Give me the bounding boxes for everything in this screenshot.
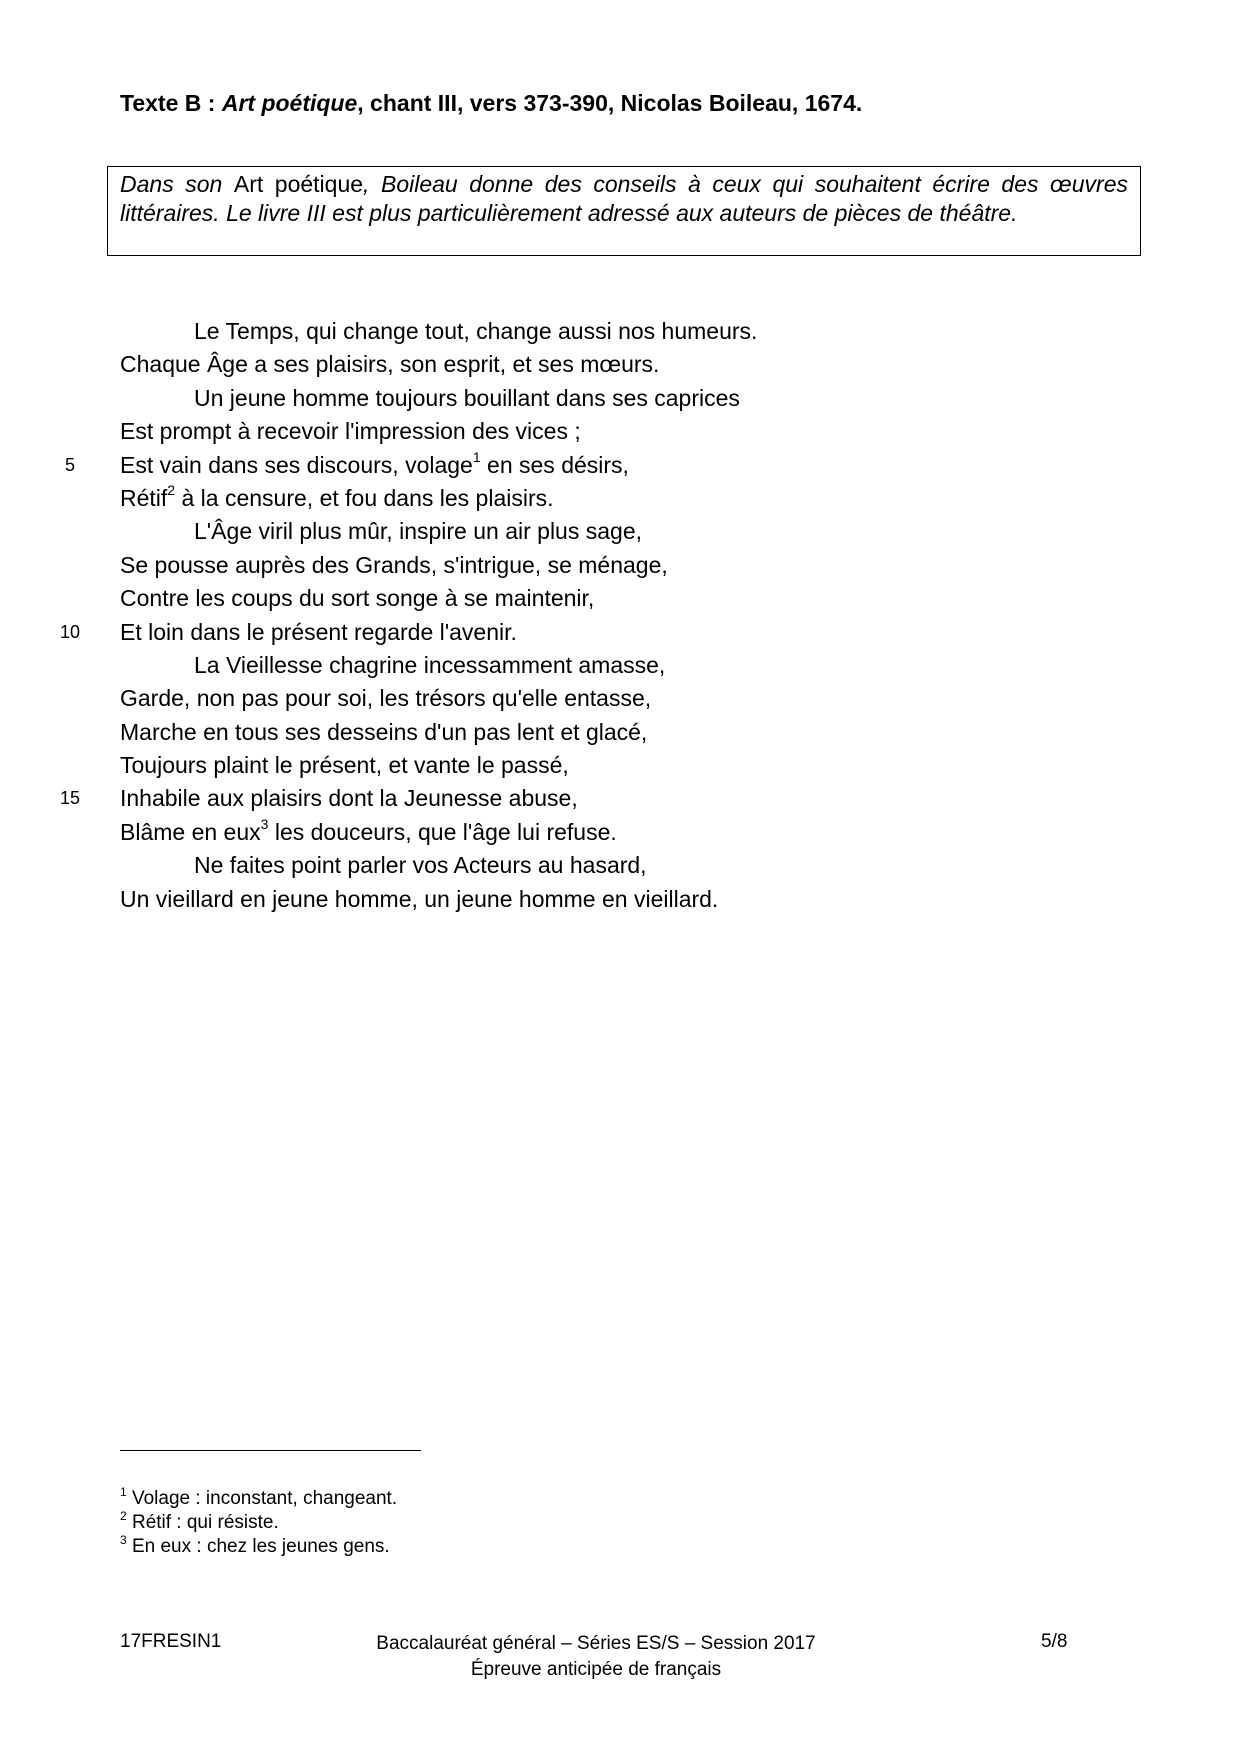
line-number: 10 [59,621,81,642]
poem [0,315,1240,916]
poem-line-text: La Vieillesse chagrine incessamment amasse, [194,651,666,678]
poem-line [0,616,1240,649]
poem-line [0,716,1240,749]
poem-line-text: Garde, non pas pour soi, les trésors qu'elle entasse, [120,685,652,712]
poem-line [0,682,1240,715]
poem-line-text: Rétif$^2$ à la censure, et fou dans les plaisirs. [120,482,554,511]
exam-title [340,1631,852,1683]
footnotes [120,1484,398,1559]
footnote-ref: 1 [472,448,481,465]
poem-line [0,449,1240,482]
footnote-ref: 2 [167,482,176,499]
page-number: 5/8 [1041,1631,1068,1652]
intro-work-title: Art poétique [233,171,364,197]
poem-line [0,849,1240,882]
poem-line [0,348,1240,381]
heading-details: , chant III, vers 373-390, Nicolas Boileau, 1674. [357,90,863,116]
footnote-separator [120,1450,421,1451]
line-number: 5 [64,454,75,475]
poem-line [0,749,1240,782]
poem-line-text: Est vain dans ses discours, volage$^1$ en ses désirs, [120,448,629,478]
poem-line [0,582,1240,615]
poem-line [0,782,1240,815]
exam-code: 17FRESIN1 [120,1631,222,1652]
poem-line [0,649,1240,682]
poem-line-text: Chaque Âge a ses plaisirs, son esprit, et ses mœurs. [120,351,660,378]
heading-prefix: Texte B : [120,90,222,116]
poem-line-text: Inhabile aux plaisirs dont la Jeunesse abuse, [120,785,578,812]
poem-line-text: Contre les coups du sort songe à se maintenir, [120,585,595,612]
poem-line-text: Ne faites point parler vos Acteurs au hasard, [194,852,647,879]
poem-line [0,482,1240,515]
footnote-ref: 3 [260,816,269,833]
poem-line-text: Un jeune homme toujours bouillant dans ses caprices [194,384,740,411]
poem-line-text: Marche en tous ses desseins d'un pas lent et glacé, [120,718,648,745]
intro-part-1: Dans son [120,171,234,197]
poem-line [0,382,1240,415]
footnote: $^1$ Volage : inconstant, changeant. [120,1484,398,1509]
poem-line [0,883,1240,916]
heading-work-title: Art poétique [221,90,358,116]
poem-line [0,816,1240,849]
poem-line-text: L'Âge viril plus mûr, inspire un air plus sage, [194,518,642,545]
footnote: $^2$ Rétif : qui résiste. [120,1508,279,1533]
poem-line-text: Toujours plaint le présent, et vante le passé, [120,752,569,779]
poem-line [0,315,1240,348]
poem-line [0,515,1240,548]
poem-line-text: Un vieillard en jeune homme, un jeune homme en vieillard. [120,885,719,912]
introduction-box [107,166,1141,256]
footnote: $^3$ En eux : chez les jeunes gens. [120,1532,390,1557]
exam-title-line-1: Baccalauréat général – Séries ES/S – Session 2017 [376,1633,816,1654]
poem-line [0,549,1240,582]
poem-line-text: Blâme en eux$^3$ les douceurs, que l'âge lui refuse. [120,816,617,845]
poem-line-text: Le Temps, qui change tout, change aussi nos humeurs. [194,318,758,344]
poem-line [0,415,1240,448]
line-number: 15 [59,788,81,809]
exam-title-line-2: Épreuve anticipée de français [470,1659,722,1680]
section-heading [120,90,862,117]
intro-part-2: , Boileau donne des conseils à ceux qui souhaitent écrire des œuvres littéraires. Le livre III est plus particulièrement adressé aux auteurs de pièces de théâtre. [120,171,1128,226]
poem-line-text: Se pousse auprès des Grands, s'intrigue, se ménage, [120,551,668,578]
poem-line-text: Et loin dans le présent regarde l'avenir. [120,618,517,645]
poem-line-text: Est prompt à recevoir l'impression des vices ; [120,418,581,445]
